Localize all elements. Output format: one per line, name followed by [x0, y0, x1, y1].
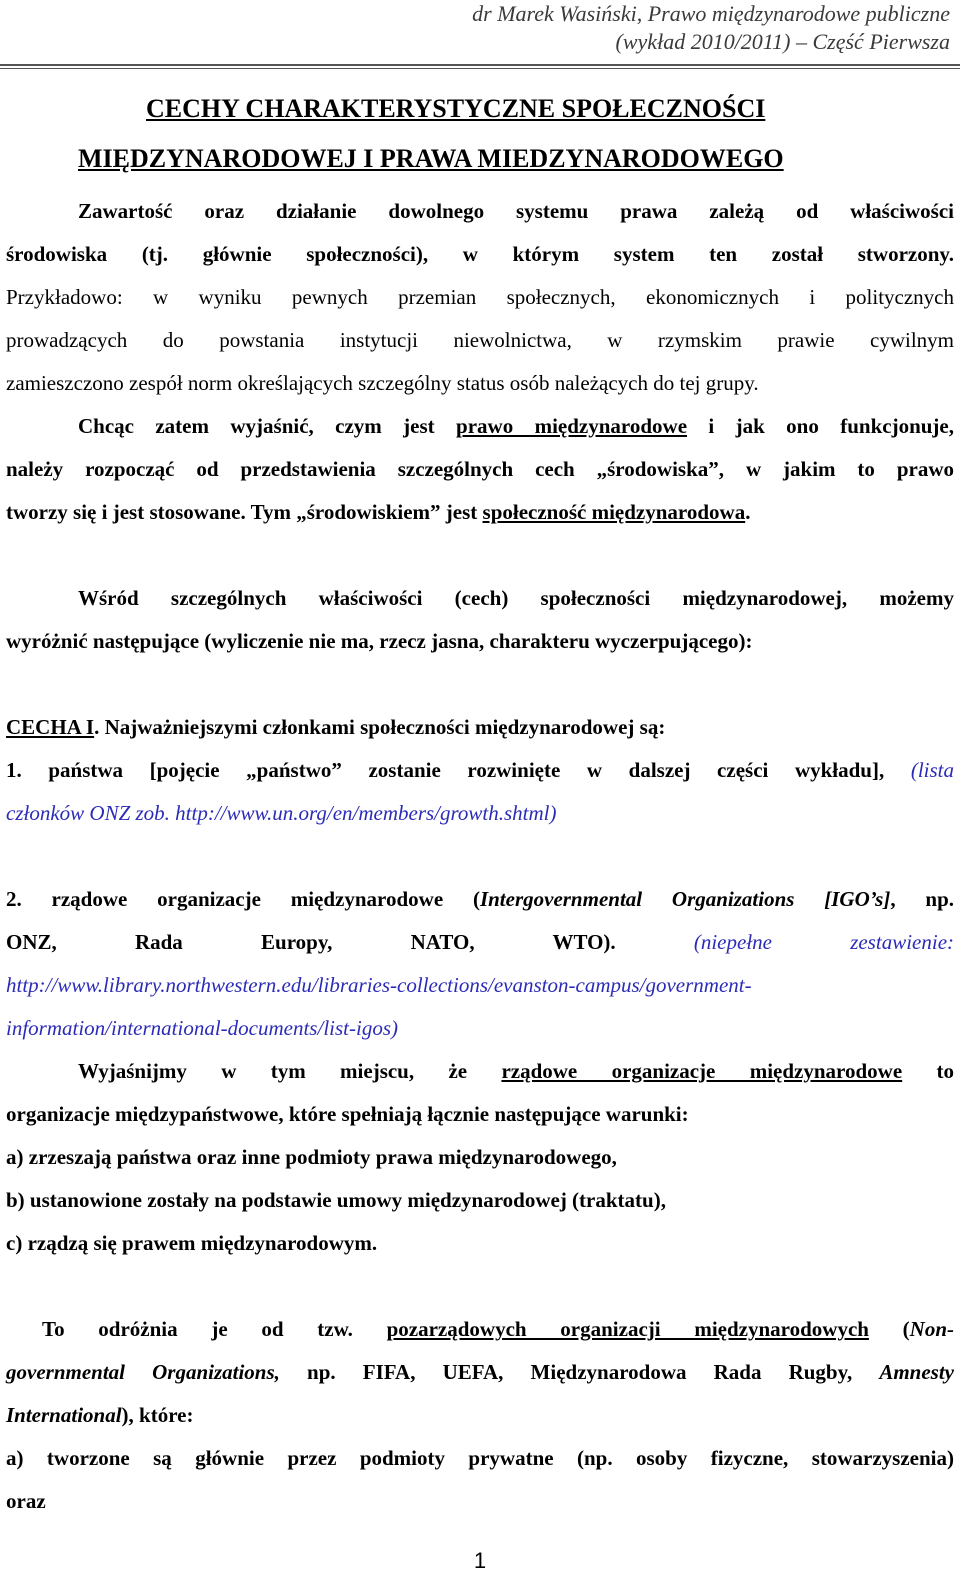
header-line-2: (wykład 2010/2011) – Część Pierwsza	[615, 29, 950, 54]
igo-list-link-cont[interactable]: information/international-documents/list-igos)	[6, 1016, 398, 1040]
p1-line-1: Zawartość oraz działanie dowolnego systemu prawa zależą od właściwości	[78, 199, 954, 223]
header-divider	[0, 64, 960, 66]
p1-line-4: prowadzących do powstania instytucji niewolnictwa, w rzymskim prawie cywilnym	[6, 328, 954, 352]
term-spolecznosc-miedzynarodowa: społeczność międzynarodowa	[482, 500, 746, 524]
p3-line-1: Wśród szczególnych właściwości (cech) społeczności międzynarodowej, możemy	[78, 586, 954, 610]
page-header	[472, 0, 950, 56]
cecha-heading: CECHA I. Najważniejszymi członkami społeczności międzynarodowej są:	[6, 715, 666, 739]
p2-line-1: Chcąc zatem wyjaśnić, czym jest prawo międzynarodowe i jak ono funkcjonuje,	[78, 414, 954, 438]
ngo-condition-a-cont: oraz	[6, 1489, 46, 1513]
item-1-line-1: 1. państwa [pojęcie „państwo” zostanie rozwinięte w dalszej części wykładu], (lista	[6, 758, 954, 782]
page-number: 1	[473, 1548, 487, 1573]
title-line-1: CECHY CHARAKTERYSTYCZNE SPOŁECZNOŚCI	[146, 94, 766, 123]
p2-line-2: należy rozpocząć od przedstawienia szczególnych cech „środowiska”, w jakim to prawo	[6, 457, 954, 481]
p4-line-1: Wyjaśnijmy w tym miejscu, że rządowe organizacje międzynarodowe to	[78, 1059, 954, 1083]
p4-line-2: organizacje międzypaństwowe, które spełniają łącznie następujące warunki:	[6, 1102, 689, 1126]
term-prawo-miedzynarodowe: prawo międzynarodowe	[456, 414, 688, 438]
p1-line-2: środowiska (tj. głównie społeczności), w którym system ten został stworzony.	[6, 242, 954, 266]
p2-line-3: tworzy się i jest stosowane. Tym „środowiskiem” jest społeczność międzynarodowa.	[6, 500, 751, 524]
p5-line-1: To odróżnia je od tzw. pozarządowych organizacji międzynarodowych (Non-	[42, 1317, 955, 1341]
condition-c: c) rządzą się prawem międzynarodowym.	[6, 1231, 378, 1255]
header-line-1: dr Marek Wasiński, Prawo międzynarodowe publiczne	[472, 1, 950, 26]
title-line-2: MIĘDZYNARODOWEJ I PRAWA MIEDZYNARODOWEGO	[78, 144, 784, 173]
igo-list-link[interactable]: http://www.library.northwestern.edu/libraries-collections/evanston-campus/government-	[6, 973, 752, 997]
term-rzadowe-organizacje: rządowe organizacje międzynarodowe	[501, 1059, 903, 1083]
p5-line-3: International), które:	[6, 1403, 194, 1427]
item-1-line-2	[6, 800, 954, 826]
ngo-condition-a: a) tworzone są głównie przez podmioty prywatne (np. osoby fizyczne, stowarzyszenia)	[6, 1446, 954, 1470]
item-2-line-3	[6, 972, 954, 998]
p1-line-3: Przykładowo: w wyniku pewnych przemian społecznych, ekonomicznych i politycznych	[6, 285, 954, 309]
un-members-link[interactable]: członków ONZ zob. http://www.un.org/en/members/growth.shtml)	[6, 801, 557, 825]
condition-b: b) ustanowione zostały na podstawie umowy międzynarodowej (traktatu),	[6, 1188, 666, 1212]
item-2-line-1: 2. rządowe organizacje międzynarodowe (Intergovernmental Organizations [IGO’s], np.	[6, 887, 954, 911]
header-divider-thin	[0, 68, 960, 69]
term-pozarzadowe-organizacje: pozarządowych organizacji międzynarodowych	[386, 1317, 869, 1341]
item-2-line-2: ONZ, Rada Europy, NATO, WTO). (niepełne zestawienie:	[6, 930, 955, 954]
p5-line-2: governmental Organizations, np. FIFA, UEFA, Międzynarodowa Rada Rugby, Amnesty	[6, 1360, 954, 1384]
condition-a: a) zrzeszają państwa oraz inne podmioty prawa międzynarodowego,	[6, 1145, 617, 1169]
p1-line-5: zamieszczono zespół norm określających szczególny status osób należących do tej grupy.	[6, 371, 759, 395]
cecha-label: CECHA I	[6, 715, 95, 739]
item-2-line-4	[6, 1015, 954, 1041]
p3-line-2: wyróżnić następujące (wyliczenie nie ma, rzecz jasna, charakteru wyczerpującego):	[6, 629, 753, 653]
